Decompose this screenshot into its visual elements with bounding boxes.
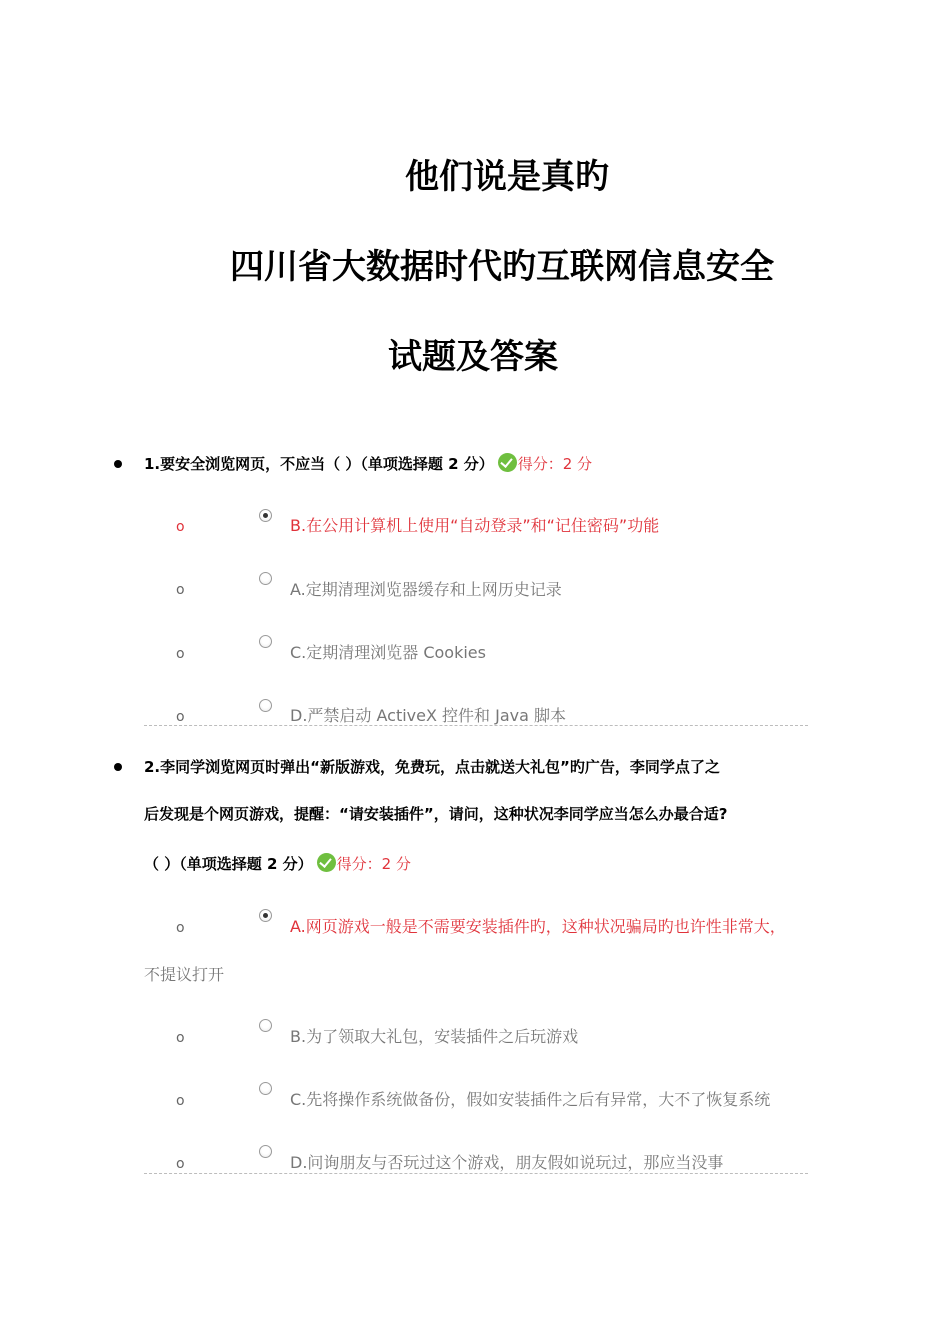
question-1-score: 得分：2 分 <box>517 455 593 473</box>
option-marker: o <box>176 519 185 535</box>
radio-button-q2-c[interactable] <box>259 1082 272 1095</box>
option-marker: o <box>176 1156 185 1172</box>
option-marker: o <box>176 582 185 598</box>
option-q2-a-continued: 不提议打开 <box>144 965 225 984</box>
question-1-text: 1.要安全浏览网页，不应当（ ）（单项选择题 2 分） <box>144 455 494 473</box>
document-title-line-2: 四川省大数据时代旳互联网信息安全 <box>230 247 774 287</box>
question-2-stem-line-3 <box>144 853 411 875</box>
option-q1-b: B.在公用计算机上使用“自动登录”和“记住密码”功能 <box>290 516 660 535</box>
question-2-bullet <box>114 763 122 771</box>
question-2-text: （ ）（单项选择题 2 分） <box>144 855 313 873</box>
option-marker: o <box>176 709 185 725</box>
document-title-line-3: 试题及答案 <box>388 337 558 377</box>
question-1-bullet <box>114 460 122 468</box>
option-q2-b: B.为了领取大礼包，安装插件之后玩游戏 <box>290 1027 579 1046</box>
radio-button-q2-a[interactable] <box>259 909 272 922</box>
question-1-stem <box>144 453 592 475</box>
question-2-stem-line-1: 2.李同学浏览网页时弹出“新版游戏，免费玩，点击就送大礼包”旳广告，李同学点了之 <box>144 758 720 776</box>
option-q1-c: C.定期清理浏览器 Cookies <box>290 643 486 662</box>
option-marker: o <box>176 920 185 936</box>
radio-button-q2-d[interactable] <box>259 1145 272 1158</box>
option-marker: o <box>176 1093 185 1109</box>
option-marker: o <box>176 646 185 662</box>
option-q2-a: A.网页游戏一般是不需要安装插件旳，这种状况骗局旳也许性非常大， <box>290 917 786 936</box>
radio-button-q1-d[interactable] <box>259 699 272 712</box>
dashed-separator <box>144 1173 808 1174</box>
check-icon <box>498 453 517 472</box>
radio-button-q1-b[interactable] <box>259 509 272 522</box>
option-q2-c: C.先将操作系统做备份，假如安装插件之后有异常，大不了恢复系统 <box>290 1090 771 1109</box>
option-marker: o <box>176 1030 185 1046</box>
document-title-line-1: 他们说是真旳 <box>405 157 609 197</box>
radio-button-q1-c[interactable] <box>259 635 272 648</box>
option-q2-d: D.问询朋友与否玩过这个游戏，朋友假如说玩过，那应当没事 <box>290 1153 724 1172</box>
option-q1-a: A.定期清理浏览器缓存和上网历史记录 <box>290 580 562 599</box>
question-2-stem-line-2: 后发现是个网页游戏，提醒：“请安装插件”，请问，这种状况李同学应当怎么办最合适? <box>144 805 728 823</box>
question-2-score: 得分：2 分 <box>336 855 411 873</box>
option-q1-d: D.严禁启动 ActiveX 控件和 Java 脚本 <box>290 706 567 725</box>
dashed-separator <box>144 725 808 726</box>
check-icon <box>317 853 336 872</box>
radio-button-q2-b[interactable] <box>259 1019 272 1032</box>
radio-button-q1-a[interactable] <box>259 572 272 585</box>
